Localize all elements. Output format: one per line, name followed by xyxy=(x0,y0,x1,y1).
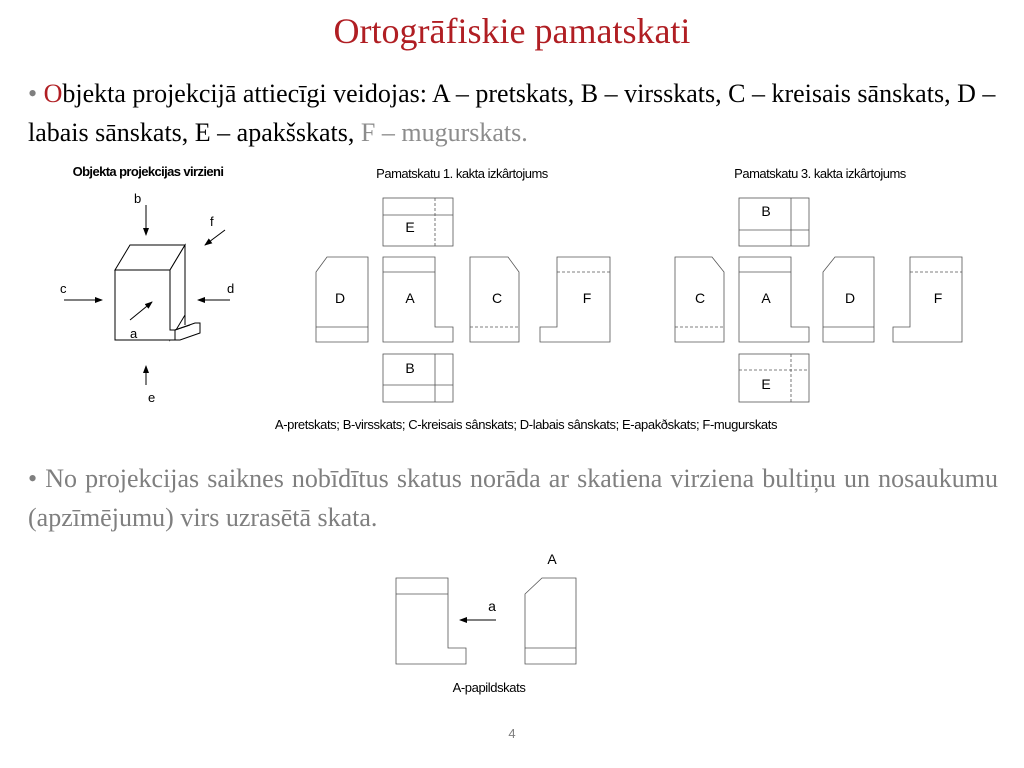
view-B-top: B xyxy=(761,203,771,219)
label-a: a xyxy=(130,326,138,341)
aux-caption: A-papildskats xyxy=(452,680,526,695)
view-C-left: C xyxy=(694,290,706,306)
aux-label-a: a xyxy=(488,598,496,614)
slide-title: Ortogrāfiskie pamatskati xyxy=(333,11,691,51)
diagram-first-angle xyxy=(316,166,610,402)
label-e: e xyxy=(148,390,156,405)
isometric-object xyxy=(115,245,200,340)
page-number: 4 xyxy=(508,726,516,741)
view-D-right: D xyxy=(844,290,856,306)
label-c: c xyxy=(60,281,67,296)
view-B: B xyxy=(405,360,415,376)
view-E-bottom: E xyxy=(761,376,771,392)
view-C: C xyxy=(491,290,503,306)
bullet-1-text: bjekta projekcijā attiecīgi veidojas: A – pretskats, B – virsskats, C – kreisais sānskats, D – labais sānskats, E – apakšskats, xyxy=(28,79,996,147)
view-D: D xyxy=(334,290,346,306)
diagram-auxiliary-view xyxy=(396,551,576,695)
aux-label-A: A xyxy=(547,551,557,567)
view-F-back: F xyxy=(933,290,943,306)
view-A: A xyxy=(405,290,415,306)
bullet-paragraph-2 xyxy=(28,459,998,537)
diagram-third-angle xyxy=(675,166,962,402)
diagram-projection-directions xyxy=(60,164,234,405)
label-b: b xyxy=(134,191,142,206)
bullet-2-text: No projekcijas saiknes nobīdītus skatus norāda ar skatiena virziena bultiņu un nosaukumu (apzīmējumu) virs uzrasētā skata. xyxy=(28,464,998,532)
label-f: f xyxy=(210,214,214,229)
bullet-1-gray-text: F – mugurskats. xyxy=(360,118,528,147)
diagram-1-title: Objekta projekcijas virzieni xyxy=(72,164,224,179)
view-A-front: A xyxy=(761,290,771,306)
diagram-2-title: Pamatskatu 1. kakta izkârtojums xyxy=(376,166,548,181)
view-E: E xyxy=(405,219,415,235)
bullet-marker: • xyxy=(28,79,38,108)
views-legend: A-pretskats; B-virsskats; C-kreisais sânskats; D-labais sânskats; E-apakðskats; F-mugurskats xyxy=(274,417,778,432)
bullet-marker-2: • xyxy=(28,464,38,493)
first-letter: O xyxy=(43,79,63,108)
view-F: F xyxy=(582,290,592,306)
diagram-3-title: Pamatskatu 3. kakta izkârtojums xyxy=(734,166,906,181)
label-d: d xyxy=(227,281,235,296)
